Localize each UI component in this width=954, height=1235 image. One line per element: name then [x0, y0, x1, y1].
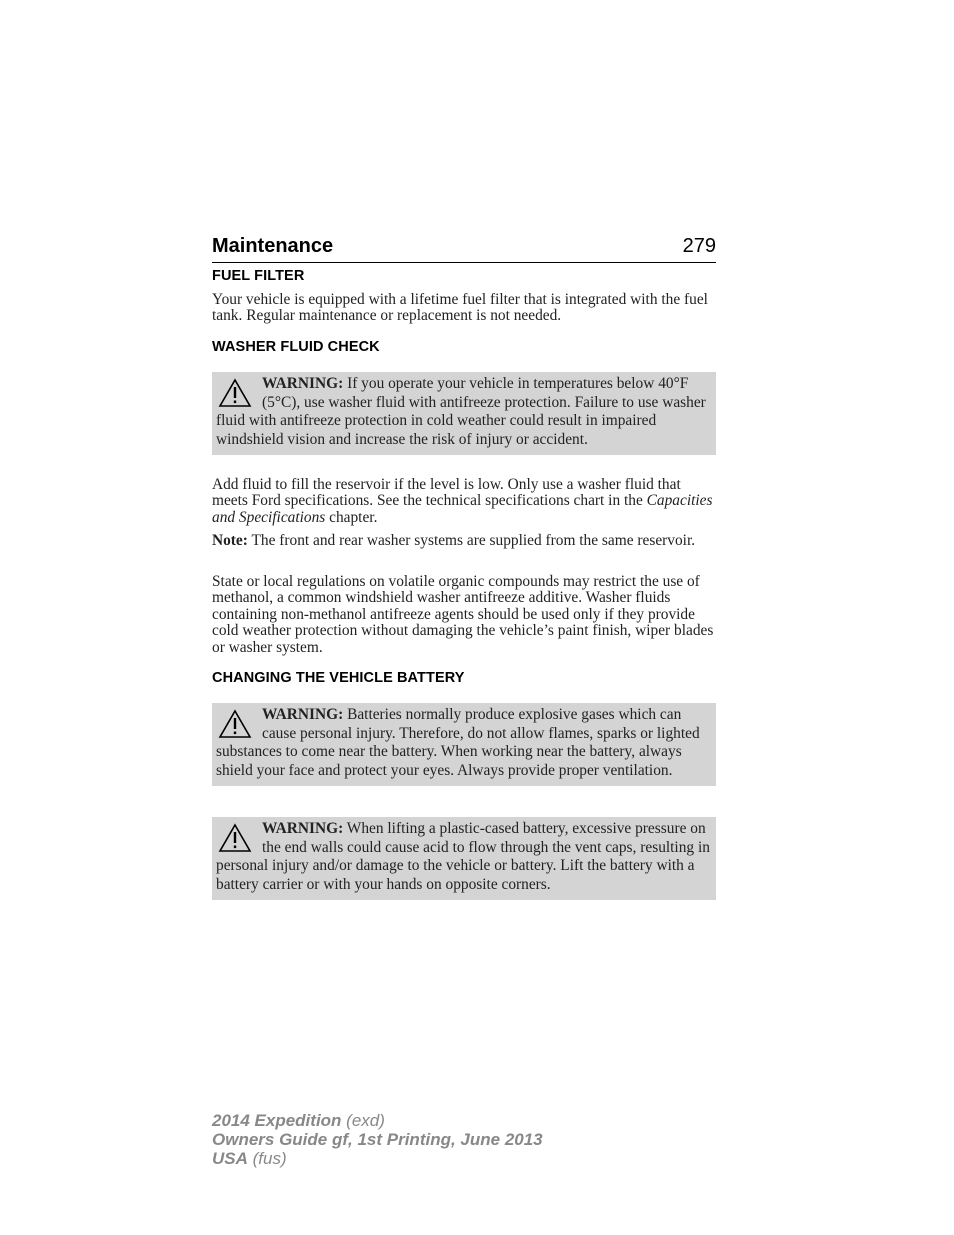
page-header	[212, 228, 716, 263]
page-number: 279	[682, 235, 716, 257]
chapter-reference: Capacities and Specifications	[212, 492, 713, 526]
warning-text: Batteries normally produce explosive gases which can cause personal injury. Therefore, do not allow flames, sparks or lighted substances to come near the battery. When working near the battery, always shield your face and protect your eyes. Always provide proper ventilation.	[216, 706, 700, 780]
fuel-filter-body: Your vehicle is equipped with a lifetime fuel filter that is integrated with the fuel tank. Regular maintenance or replacement is not needed.	[212, 291, 708, 325]
regulations-text: State or local regulations on volatile organic compounds may restrict the use of methanol, a common windshield washer antifreeze additive. Washer fluids containing non-methanol antifreeze agents should be used only if they provide cold weather protection without damaging the vehicle’s paint finish, wiper blades or washer system.	[212, 573, 714, 656]
washer-fluid-section	[212, 339, 716, 355]
warning-text: If you operate your vehicle in temperatures below 40°F (5°C), use washer fluid with antifreeze protection. Failure to use washer fluid with antifreeze protection in cold weather could result in impaired windshield vision and increase the risk of injury or accident.	[216, 375, 706, 449]
washer-fluid-heading: WASHER FLUID CHECK	[212, 339, 380, 355]
fuel-filter-section	[212, 268, 716, 325]
washer-fluid-note	[212, 533, 716, 549]
warning-label: WARNING:	[262, 706, 344, 723]
footer-region: USA	[212, 1149, 248, 1168]
warning-triangle-icon	[218, 378, 252, 408]
footer-line-2	[212, 1130, 543, 1149]
washer-fluid-regulations	[212, 574, 716, 656]
warning-label: WARNING:	[262, 375, 344, 392]
footer-edition: Owners Guide gf, 1st Printing, June 2013	[212, 1130, 543, 1149]
battery-heading: CHANGING THE VEHICLE BATTERY	[212, 670, 465, 686]
paragraph-text: chapter.	[325, 508, 378, 526]
warning-triangle-icon	[218, 823, 252, 853]
footer-model: 2014 Expedition	[212, 1111, 342, 1130]
warning-triangle-icon	[218, 709, 252, 739]
page-content	[212, 228, 716, 894]
washer-fluid-paragraph	[212, 477, 716, 526]
battery-section	[212, 670, 716, 686]
warning-label: WARNING:	[262, 820, 344, 837]
washer-fluid-warning	[212, 372, 716, 455]
note-text: The front and rear washer systems are supplied from the same reservoir.	[247, 532, 696, 549]
section-title: Maintenance	[212, 235, 334, 257]
footer-line-1	[212, 1111, 543, 1130]
battery-warning-1	[212, 703, 716, 786]
footer-region-code: (fus)	[247, 1149, 287, 1168]
note-label: Note:	[212, 532, 248, 549]
footer-line-3	[212, 1149, 543, 1168]
footer-model-code: (exd)	[341, 1111, 385, 1130]
paragraph-text: Add fluid to fill the reservoir if the level is low. Only use a washer fluid that meets Ford specifications. See the technical specifications chart in the	[212, 476, 681, 510]
page-footer	[212, 1111, 543, 1168]
fuel-filter-heading: FUEL FILTER	[212, 268, 305, 284]
battery-warning-2	[212, 817, 716, 900]
warning-text: When lifting a plastic-cased battery, excessive pressure on the end walls could cause acid to flow through the vent caps, resulting in personal injury and/or damage to the vehicle or battery. Lift the battery with a battery carrier or with your hands on opposite corners.	[216, 820, 710, 894]
